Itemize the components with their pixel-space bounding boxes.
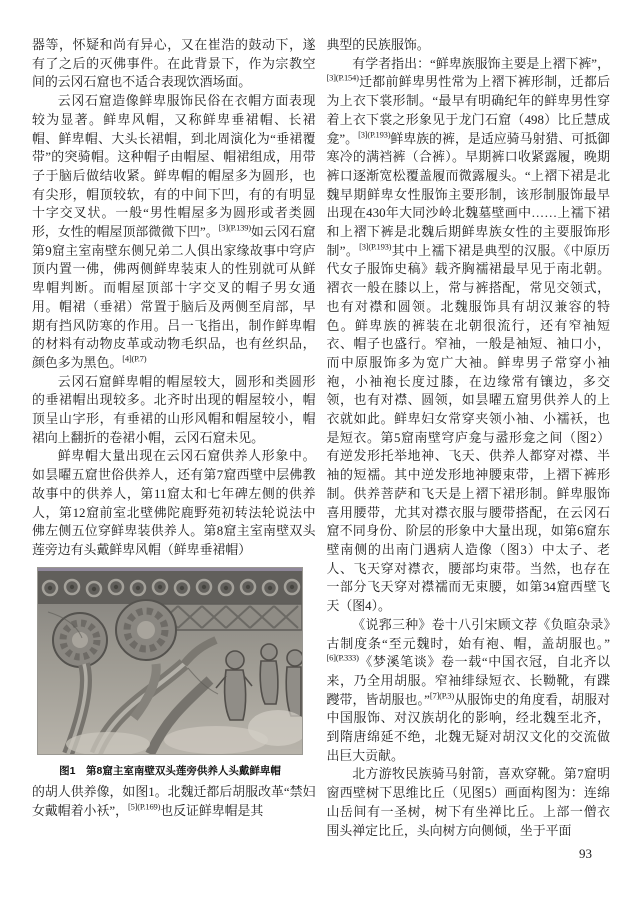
paragraph (32, 373, 316, 448)
citation-superscript: [4](P.7) (122, 353, 147, 364)
text-run: 云冈石窟鲜卑帽的帽屋较大，圆形和类圆形的垂裙帽出现较多。北齐时出现的帽屋较小，帽顶呈山字形，有垂裙的山形风帽和帽屋较小，帽裙向上翻折的卷裙小帽，云冈石窟未见。 (32, 374, 316, 445)
citation-superscript: [5](P.169) (127, 801, 161, 812)
paragraph (32, 447, 316, 559)
paragraph (32, 783, 316, 820)
text-run: 有学者指出：“鲜卑族服饰主要是上褶下裤”， (352, 56, 610, 71)
citation-superscript: [6](P.333) (326, 652, 359, 663)
paragraph (327, 765, 611, 840)
right-column (327, 36, 611, 907)
citation-superscript: [3](P.193) (359, 241, 392, 252)
citation-superscript: [3](P.154) (326, 73, 359, 84)
paragraph (327, 55, 611, 616)
text-run: 也反证鲜卑帽是其 (160, 804, 264, 819)
text-run: 迁都前鲜卑男性常为上褶下裤形制，迁都后为上衣下裳形制。“最早有明确纪年的鲜卑男性穿着上衣下裳之形象见于龙门石窟（498）比丘慧成龛”。 (326, 75, 610, 146)
text-run: 的胡人供养像，如图1。北魏迁都后胡服改革“禁妇女戴帽着小袄”， (32, 785, 316, 819)
left-column (32, 36, 316, 907)
text-run: 北方游牧民族骑马射箭，喜欢穿靴。第7窟明窗西壁树下思维比丘（见图5）画面构图为：连绵山岳间有一圣树，树下有坐禅比丘。上部一僧衣围头禅定比丘，头向树方向侧倾，坐于平面 (326, 767, 610, 838)
figure-1-image (37, 567, 303, 755)
text-run: 器等，怀疑和尚有异心，又在崔浩的鼓动下，遂有了之后的灭佛事件。在此背景下，作为宗教空间的云冈石窟也不适合表现饮酒场面。 (32, 38, 316, 90)
page-number: 93 (579, 846, 592, 862)
text-run: 其中上襦下裙是典型的汉服。《中原历代女子服饰史稿》载齐胸襦裙最早见于南北朝。褶衣一般在膝以上，常与裤搭配，常见交领式，也有对襟和圆领。北魏服饰具有胡汉兼容的特色。鲜卑族的裤装在北朝很流行，还有窄袖短衣、帽子也盛行。窄袖，一般是袖短、袖口小，而中原服饰多为宽广大袖。鲜卑男子常穿小袖袍，小袖袍长度过膝，在边缘常有镶边，多交领，也有对襟、圆领，如昙曜五窟男供养人的上衣就如此。鲜卑妇女常穿夹领小袖、小襦袄，也是短衣。第5窟南壁穹庐龛与盝形龛之间（图2）有逆发形托举地神、飞天、供养人都穿对襟、半袖的短襦。其中逆发形地神腰束带，上褶下裤形制。供养菩萨和飞天是上褶下裙形制。鲜卑服饰喜用腰带，尤其对襟衣服与腰带搭配，在云冈石窟不同身份、阶层的形象中大量出现，如第6窟东壁南侧的出南门遇病人造像（图3）中太子、老人、飞天穿对襟衣，腰部均束带。当然，也存在一部分飞天穿对襟襦而无束腰，如第34窟西壁飞天（图4）。 (326, 243, 610, 614)
figure-1-caption: 图1 第8窟主室南壁双头莲旁供养人头戴鲜卑帽 (59, 764, 281, 777)
text-run: 《梦溪笔谈》卷一载“中国衣冠，自北齐以来，乃全用胡服。窄袖绯绿短衣、长靿靴，有蹀躞带，皆胡服也。” (326, 655, 610, 707)
paragraph (32, 92, 316, 373)
citation-superscript: [3](P.193) (358, 129, 391, 140)
text-run: 如云冈石窟第9窟主室南壁东侧兄弟二人俱出家缘故事中穹庐顶内置一佛，佛两侧鲜卑装束人的性别就可从鲜卑帽判断。而帽屋顶部十字交叉的帽子男女通用。帽裙（垂裙）常置于脑后及两侧至肩部，早期有挡风防寒的作用。吕一飞指出，制作鲜卑帽的材料有动物皮革或动物毛织品，也有丝织品，颜色多为黑色。 (32, 225, 316, 370)
text-run: 云冈石窟造像鲜卑服饰民俗在衣帽方面表现较为显著。鲜卑风帽，又称鲜卑垂裙帽、长裙帽、鲜卑帽、大头长裙帽，到北周演化为“垂裙覆带”的突骑帽。这种帽子由帽屋、帽裙组成，用带子于脑后做结收紧。鲜卑帽的帽屋多为圆形，也有尖形，帽顶较软，有的中间下凹，有的有明显十字交叉状。一般“男性帽屋多为圆形或者类圆形，女性的帽屋顶部微微下凹”。 (32, 94, 316, 240)
paragraph (32, 36, 316, 92)
text-run: 从服饰史的角度看，胡服对中国服饰、对汉族胡化的影响，经北魏至北齐，到隋唐绵延不绝，北魏无疑对胡汉文化的交流做出巨大贡献。 (326, 692, 610, 763)
citation-superscript: [7](P.3) (429, 690, 454, 701)
figure-1 (37, 567, 303, 781)
paragraph (327, 616, 611, 766)
text-run: 鲜卑帽大量出现在云冈石窟供养人形象中。如昙曜五窟世俗供养人，还有第7窟西壁中层佛教故事中的供养人，第11窟太和七年碑左侧的供养人，第12窟前室北壁佛陀鹿野苑初转法轮说法中佛左侧五位穿鲜卑装供养人。第8窟主室南壁双头莲旁边有头戴鲜卑风帽（鲜卑垂裙帽） (32, 449, 316, 557)
paragraph (327, 36, 611, 55)
text-run: 《说郛三种》卷十八引宋顾文荐《负暄杂录》古制度条“至元魏时，始有袍、帽，盖胡服也。” (326, 617, 610, 651)
text-run: 鲜卑族的裤，是适应骑马射猎、可抵御寒冷的满裆裤（合裤）。早期裤口收紧露履，晚期裤口逐渐宽松覆盖履而微露履头。“上褶下裙是北魏早期鲜卑女性服饰主要形制，该形制服饰最早出现在430年大同沙岭北魏墓壁画中……上襦下裙和上褶下裤是北魏后期鲜卑族女性的主要服饰形制”。 (326, 131, 611, 258)
text-run: 典型的民族服饰。 (326, 38, 430, 52)
citation-superscript: [3](P.139) (218, 222, 251, 233)
